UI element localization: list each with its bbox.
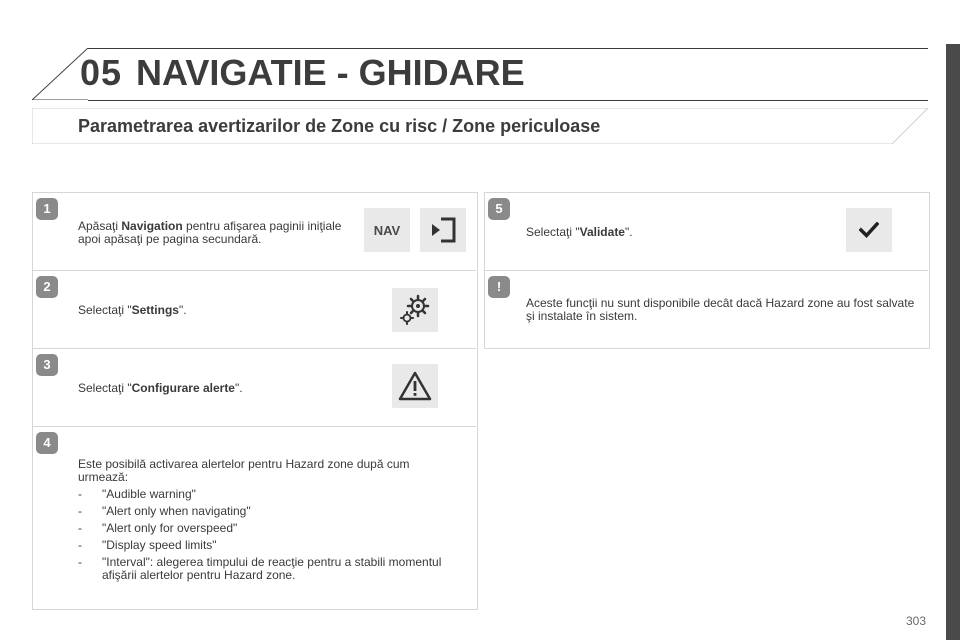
alert-options-list [78, 488, 470, 586]
chapter-number: 05 [80, 52, 123, 93]
step-3-badge: 3 [36, 354, 58, 376]
secondary-page-icon [428, 216, 458, 244]
secondary-page-button[interactable] [420, 208, 466, 252]
row-divider [484, 270, 928, 271]
checkmark-icon [859, 222, 879, 238]
step-5-text: Selectaţi "Validate". [526, 225, 633, 239]
row-divider [32, 270, 476, 271]
warning-triangle-icon [398, 371, 432, 401]
gears-icon [398, 293, 432, 327]
nav-button[interactable] [364, 208, 410, 252]
nav-button-label: NAV [373, 222, 401, 238]
step-1-text: Apăsaţi Navigation pentru afişarea paginii iniţiale apoi apăsaţi pe pagina secundară. [78, 219, 342, 246]
step-4-intro: Este posibilă activarea alertelor pentru Hazard zone după cum urmează: [78, 457, 410, 484]
list-item: - "Interval": alegerea timpului de reacţie pentru a stabili momentul afişării alertelor pentru Hazard zone. [78, 555, 442, 582]
settings-button[interactable] [392, 288, 438, 332]
step-2-badge: 2 [36, 276, 58, 298]
row-divider [32, 348, 476, 349]
page-number: 303 [906, 614, 927, 628]
list-item: - "Alert only for overspeed" [78, 521, 238, 535]
list-item: - "Display speed limits" [78, 538, 217, 552]
title-bar-bottom-line [88, 100, 928, 101]
step-2-text: Selectaţi "Settings". [78, 303, 187, 317]
note-text: Aceste funcţii nu sunt disponibile decât dacă Hazard zone au fost salvate şi instalate în sistem. [526, 296, 915, 323]
list-item: - "Alert only when navigating" [78, 504, 251, 518]
page-title: NAVIGATIE - GHIDARE [136, 52, 525, 93]
section-title: Parametrarea avertizarilor de Zone cu risc / Zone periculoase [78, 116, 601, 136]
title-bar-top-line [88, 48, 928, 49]
step-5-badge: 5 [488, 198, 510, 220]
validate-button[interactable] [846, 208, 892, 252]
step-4-badge: 4 [36, 432, 58, 454]
row-divider [32, 426, 476, 427]
warning-note-badge: ! [488, 276, 510, 298]
page-edge-strip [946, 44, 960, 640]
step-1-badge: 1 [36, 198, 58, 220]
configure-alerts-button[interactable] [392, 364, 438, 408]
step-3-text: Selectaţi "Configurare alerte". [78, 381, 243, 395]
list-item: - "Audible warning" [78, 487, 196, 501]
